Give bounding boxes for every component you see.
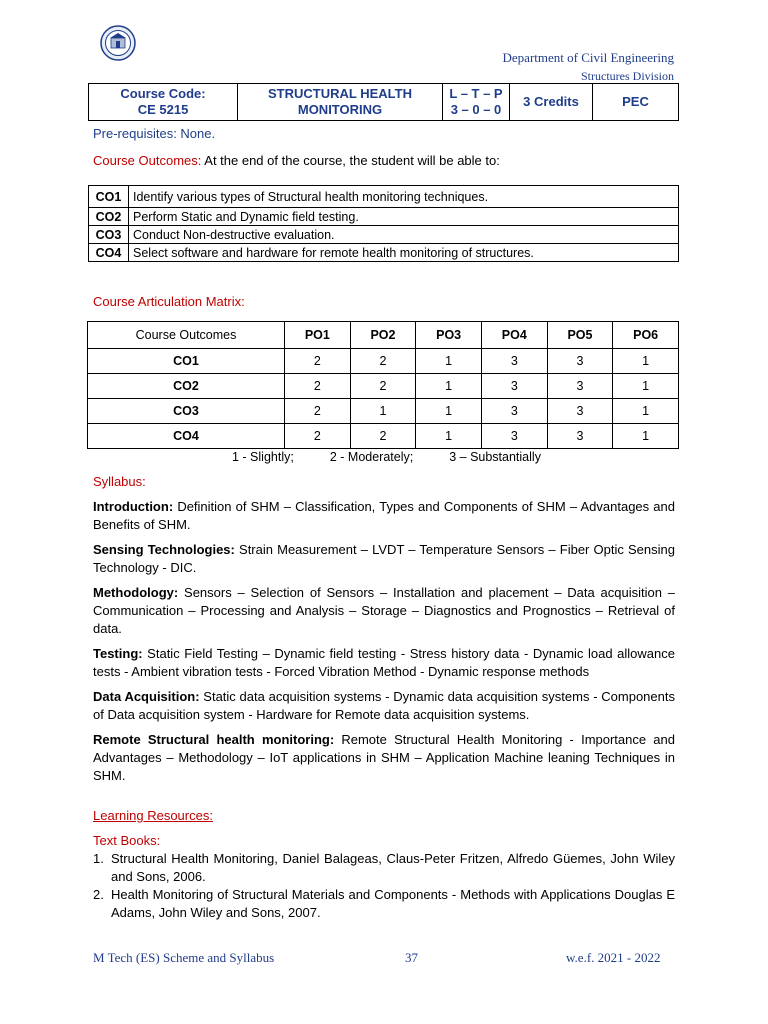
syllabus-section: Introduction: Definition of SHM – Classification, Types and Components of SHM – Advantages and Benefits of SHM. <box>93 499 675 532</box>
table-row: CO3 2 1 1 3 3 1 <box>88 399 679 424</box>
syllabus-section: Methodology: Sensors – Selection of Sensors – Installation and placement – Data acquisition – Communication – Processing and Analysis – Storage – Diagnostics and Prognostics – Retrieval of data. <box>93 585 675 636</box>
articulation-matrix-table <box>87 321 679 449</box>
course-header-table <box>88 83 679 121</box>
division-name: Structures Division <box>581 69 674 83</box>
syllabus-title: Syllabus: <box>93 474 146 489</box>
syllabus-section: Remote Structural health monitoring: Remote Structural Health Monitoring - Importance and Advantages – Methodology – IoT applications in SHM – Application Machine leaning Techniques in SHM. <box>93 732 675 783</box>
department-header <box>503 49 674 85</box>
prerequisites: Pre-requisites: None. <box>93 126 216 141</box>
list-item: 1. Structural Health Monitoring, Daniel Balageas, Claus-Peter Fritzen, Alfredo Güemes, John Wiley and Sons, 2006. <box>93 851 675 884</box>
course-outcomes-table <box>88 185 679 262</box>
table-row: CO1 Identify various types of Structural health monitoring techniques. <box>89 186 679 208</box>
table-row: CO2 2 2 1 3 3 1 <box>88 374 679 399</box>
table-row: CO4 2 2 1 3 3 1 <box>88 424 679 449</box>
learning-resources-title: Learning Resources: <box>93 808 213 823</box>
table-row: CO1 2 2 1 3 3 1 <box>88 349 679 374</box>
text-books-list <box>93 850 675 922</box>
course-title-cell: STRUCTURAL HEALTH MONITORING <box>238 84 443 121</box>
matrix-legend: 1 - Slightly; 2 - Moderately; 3 – Substantially <box>232 450 541 464</box>
footer-right: w.e.f. 2021 - 2022 <box>566 950 661 965</box>
category-cell: PEC <box>593 84 679 121</box>
text-books-title: Text Books: <box>93 833 161 848</box>
course-outcomes-intro: Course Outcomes: At the end of the course, the student will be able to: <box>93 153 500 168</box>
table-row: CO4 Select software and hardware for remote health monitoring of structures. <box>89 244 679 262</box>
syllabus-body <box>93 498 675 792</box>
ltp-cell: L – T – P 3 – 0 – 0 <box>443 84 510 121</box>
articulation-matrix-title: Course Articulation Matrix: <box>93 294 245 309</box>
credits-cell: 3 Credits <box>510 84 593 121</box>
department-name: Department of Civil Engineering <box>502 50 674 65</box>
table-row: CO2 Perform Static and Dynamic field testing. <box>89 208 679 226</box>
syllabus-section: Sensing Technologies: Strain Measurement – LVDT – Temperature Sensors – Fiber Optic Sensing Technology - DIC. <box>93 542 675 575</box>
table-header-row: Course Outcomes PO1 PO2 PO3 PO4 PO5 PO6 <box>88 322 679 349</box>
syllabus-section: Data Acquisition: Static data acquisition systems - Dynamic data acquisition systems - Components of Data acquisition system - Hardware for Remote data acquisition systems. <box>93 689 675 722</box>
syllabus-section: Testing: Static Field Testing – Dynamic field testing - Stress history data - Dynamic load allowance tests - Ambient vibration tests - Forced Vibration Method - Dynamic response methods <box>93 646 675 679</box>
institute-logo <box>100 25 136 61</box>
list-item: 2. Health Monitoring of Structural Materials and Components - Methods with Applications Douglas E Adams, John Wiley and Sons, 2007. <box>93 887 675 920</box>
table-row: CO3 Conduct Non-destructive evaluation. <box>89 226 679 244</box>
course-code-cell: Course Code: CE 5215 <box>89 84 238 121</box>
footer-left: M Tech (ES) Scheme and Syllabus <box>93 950 275 965</box>
page-number: 37 <box>405 950 418 965</box>
